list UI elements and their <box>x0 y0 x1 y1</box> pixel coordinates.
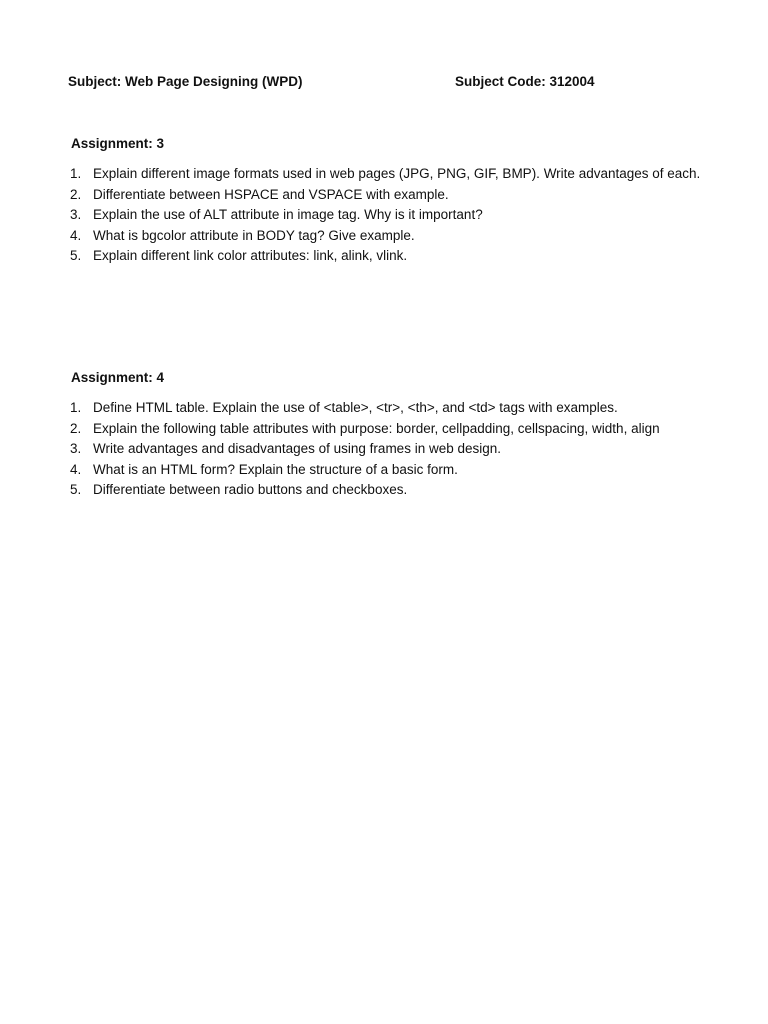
question-item <box>71 398 731 419</box>
question-item <box>71 419 731 440</box>
question-text: What is an HTML form? Explain the structure of a basic form. <box>93 461 458 477</box>
question-item <box>71 226 731 247</box>
question-number: 2. <box>70 186 82 202</box>
question-item <box>71 246 731 267</box>
question-number: 3. <box>70 441 82 457</box>
question-number: 5. <box>70 248 82 264</box>
question-item <box>71 205 731 226</box>
subject-code: Subject Code: 312004 <box>455 74 595 89</box>
question-number: 5. <box>70 482 82 498</box>
assignment-section-4 <box>71 370 731 501</box>
question-item <box>71 185 731 206</box>
question-text: Explain different image formats used in web pages (JPG, PNG, GIF, BMP). Write advantages of each. <box>93 166 701 181</box>
question-text: What is bgcolor attribute in BODY tag? Give example. <box>93 227 415 243</box>
question-text: Explain different link color attributes: link, alink, vlink. <box>93 248 408 264</box>
question-item <box>71 480 731 501</box>
assignment-section-3 <box>71 136 731 267</box>
subject-title: Subject: Web Page Designing (WPD) <box>68 74 303 89</box>
question-item <box>71 460 731 481</box>
question-number: 4. <box>70 227 82 243</box>
question-text: Explain the following table attributes with purpose: border, cellpadding, cellspacing, width, align <box>93 420 660 436</box>
document-header <box>0 74 768 94</box>
question-text: Differentiate between HSPACE and VSPACE with example. <box>93 186 449 202</box>
question-number: 3. <box>70 207 82 223</box>
question-item <box>71 439 731 460</box>
question-text: Differentiate between radio buttons and checkboxes. <box>93 482 408 498</box>
question-item <box>71 164 731 185</box>
question-text: Define HTML table. Explain the use of <table>, <tr>, <th>, and <td> tags with examples. <box>93 400 618 415</box>
question-number: 4. <box>70 461 82 477</box>
question-number: 2. <box>70 420 82 436</box>
assignment-title: Assignment: 4 <box>71 370 165 385</box>
question-list <box>71 164 731 267</box>
question-number: 1. <box>70 166 82 181</box>
question-text: Explain the use of ALT attribute in image tag. Why is it important? <box>93 207 483 223</box>
question-list <box>71 398 731 501</box>
question-number: 1. <box>70 400 82 415</box>
question-text: Write advantages and disadvantages of using frames in web design. <box>93 441 501 457</box>
assignment-title: Assignment: 3 <box>71 136 165 151</box>
